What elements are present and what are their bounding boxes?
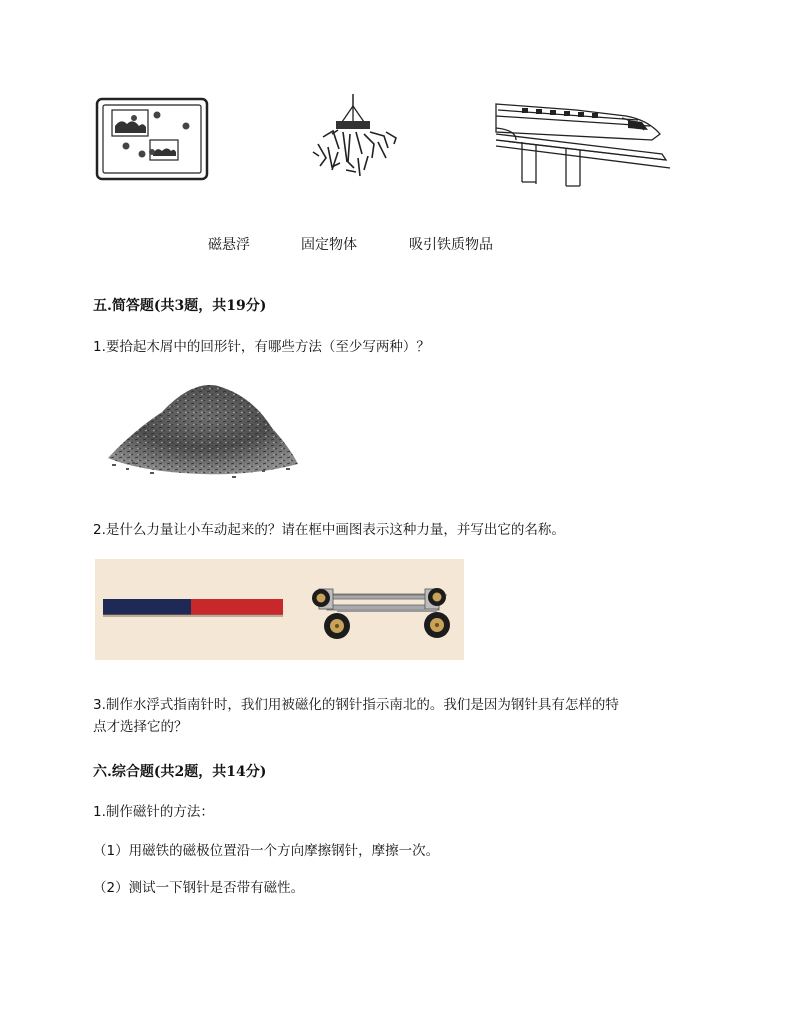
question-6-1-step1: （1）用磁铁的磁极位置沿一个方向摩擦钢针，摩擦一次。 — [93, 843, 440, 859]
section-six-heading: 六.综合题(共2题，共14分) — [93, 764, 267, 780]
sawdust-pile-image — [102, 372, 302, 484]
question-6-1: 1.制作磁针的方法： — [93, 804, 214, 820]
magnet-and-toy-car-image — [95, 559, 464, 660]
electromagnet-crane-illustration — [298, 92, 410, 184]
question-5-1: 1.要拾起木屑中的回形针，有哪些方法（至少写两种）？ — [93, 339, 430, 355]
label-maglev: 磁悬浮 — [208, 237, 250, 253]
question-5-2: 2.是什么力量让小车动起来的？请在框中画图表示这种力量，并写出它的名称。 — [93, 522, 565, 538]
whiteboard-illustration — [94, 96, 212, 184]
label-fix-objects: 固定物体 — [301, 237, 357, 253]
section-five-heading: 五.简答题(共3题，共19分) — [93, 298, 267, 314]
question-5-3-line2: 点才选择它的？ — [93, 719, 188, 735]
label-attract-iron: 吸引铁质物品 — [409, 237, 493, 253]
maglev-train-illustration — [492, 94, 674, 190]
question-6-1-step2: （2）测试一下钢针是否带有磁性。 — [93, 880, 305, 896]
question-5-3-line1: 3.制作水浮式指南针时，我们用被磁化的钢针指示南北的。我们是因为钢针具有怎样的特 — [93, 697, 619, 713]
